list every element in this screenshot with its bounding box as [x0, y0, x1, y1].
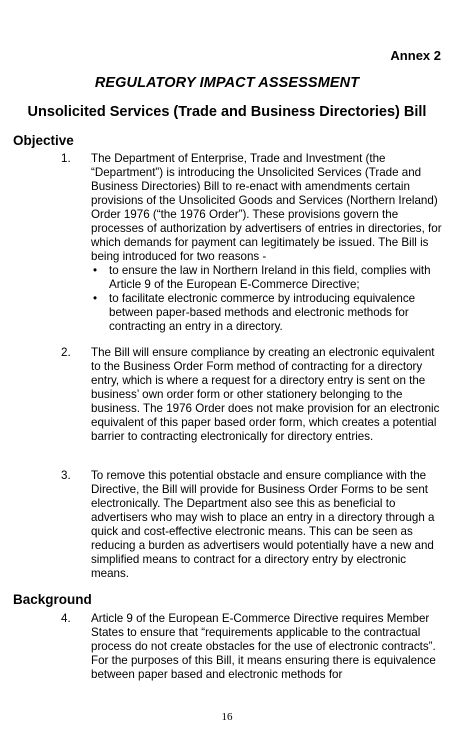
paragraph-text: The Bill will ensure compliance by creating an electronic equivalent to the Business Order Form method of contracting for a directory entry, which is where a request for a directory entry is sent on the business’ own order form or other stationery belonging to the business. The 1976 Order does not make provision for an electronic equivalent of this paper based order form, which creates a potential barrier to contracting electronically for directory entries. [91, 346, 440, 443]
bullet-icon: • [93, 264, 98, 277]
paragraph-text: To remove this potential obstacle and ensure compliance with the Directive, the Bill will provide for Business Order Forms to be sent electronically. The Department also see this as beneficial to advertisers who may wish to place an entry in a directory through a quick and cost-effective electronic means. This can be seen as reducing a burden as advertisers would potentially have a new and simplified means to contract for a directory entry by electronic means. [91, 469, 435, 580]
bullet-text: to facilitate electronic commerce by introducing equivalence between paper-based methods and electronic methods for contracting an entry in a directory. [109, 292, 416, 333]
section-heading-background: Background [13, 592, 92, 607]
paragraph-4 [61, 612, 445, 682]
paragraph-number: 2. [61, 346, 71, 359]
document-title: REGULATORY IMPACT ASSESSMENT [94, 75, 360, 91]
bullet-text: to ensure the law in Northern Ireland in this field, complies with Article 9 of the European E-Commerce Directive; [109, 264, 431, 291]
bill-title: Unsolicited Services (Trade and Business Directories) Bill [27, 104, 427, 120]
paragraph-number: 4. [61, 612, 71, 625]
paragraph-text: The Department of Enterprise, Trade and Investment (the “Department”) is introducing the Unsolicited Services (Trade and Business Directories) Bill to re-enact with amendments certain provisions of the Unsolicited Goods and Services (Northern Ireland) Order 1976 (“the 1976 Order”). These provisions govern the processes of authorization by advertisers of entries in directories, for which demands for payment can legitimately be issued. The Bill is being introduced for two reasons - [91, 152, 442, 263]
paragraph-number: 3. [61, 469, 71, 482]
bullet-item [91, 292, 445, 334]
paragraph-1 [61, 152, 445, 334]
paragraph-3 [61, 469, 445, 581]
bullet-list [91, 264, 445, 334]
paragraph-text: Article 9 of the European E-Commerce Directive requires Member States to ensure that “requirements applicable to the contractual process do not create obstacles for the use of electronic contracts”. For the purposes of this Bill, it means ensuring there is equivalence between paper based and electronic methods for [91, 612, 436, 681]
bullet-item [91, 264, 445, 292]
annex-label: Annex 2 [390, 48, 441, 63]
page-number: 16 [221, 711, 233, 723]
section-heading-objective: Objective [13, 133, 74, 148]
paragraph-number: 1. [61, 152, 71, 165]
bullet-icon: • [93, 292, 98, 305]
paragraph-2 [61, 346, 445, 444]
